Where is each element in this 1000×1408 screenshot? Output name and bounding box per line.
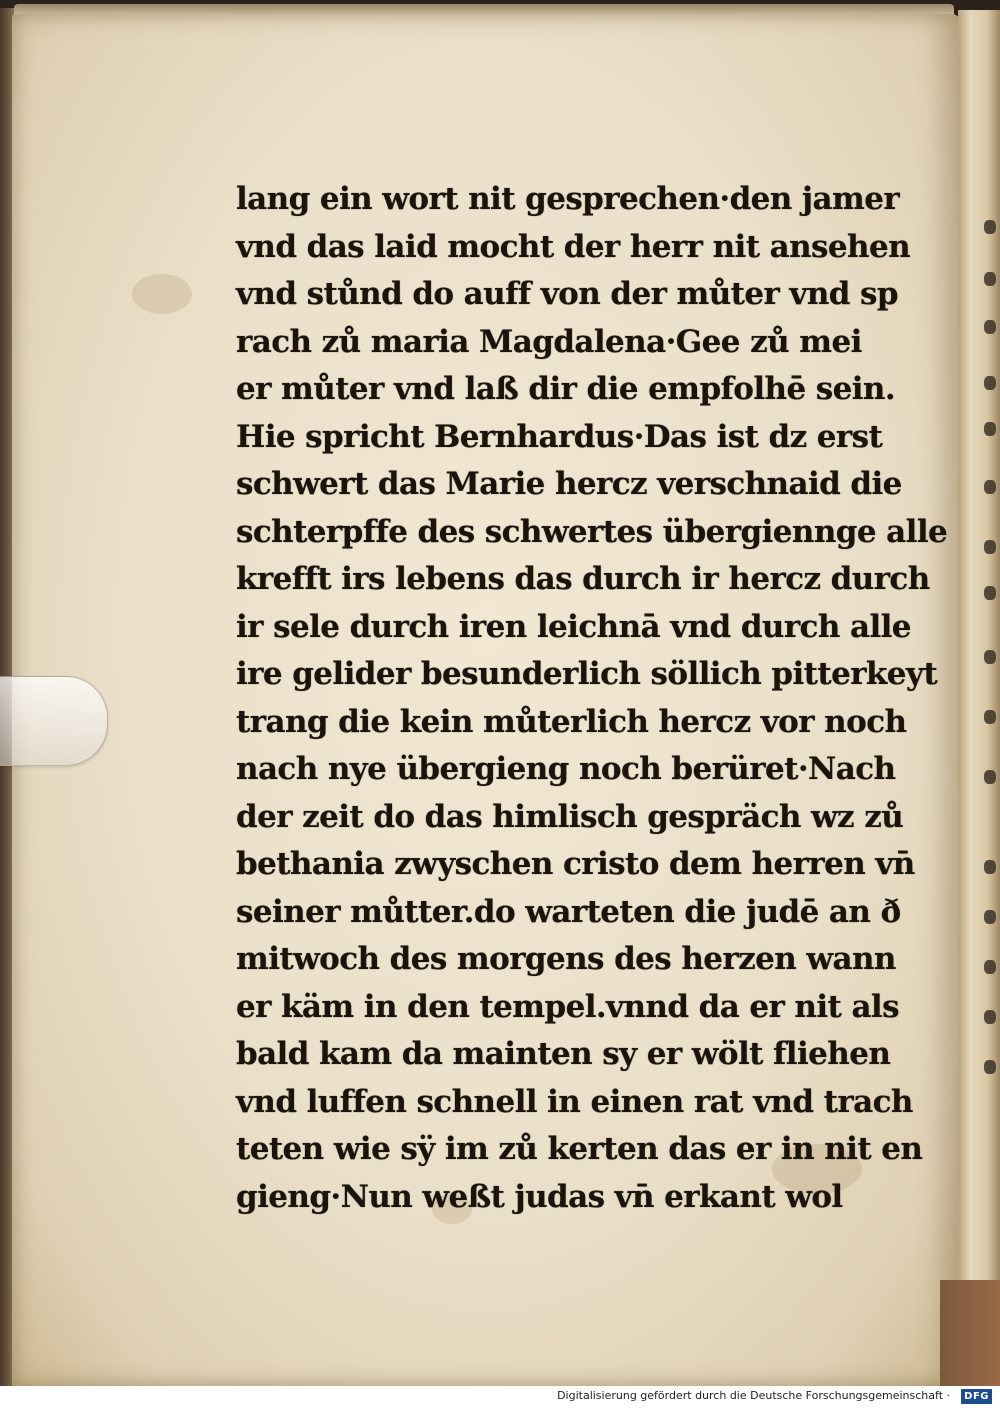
text-line: Hie spricht Bernhardus·Das ist dz erst [236,418,883,455]
text-line: ire gelider besunderlich söllich pitterkeyt [236,656,938,692]
text-line: nach nye übergieng noch berüret·Nach [236,751,896,787]
ink-bleed-mark [984,422,996,436]
text-line: gieng·Nun weßt judas vn̄ erkant wol [236,1178,843,1215]
text-line: er käm in den tempel.vnnd da er nit als [236,988,899,1025]
funding-credit: Digitalisierung gefördert durch die Deutsche Forschungsgemeinschaft · [557,1389,950,1402]
binding-edge [940,1280,1000,1386]
text-line: vnd stůnd do auff von der můter vnd sp [236,276,898,312]
text-line: schterpffe des schwertes übergiennge alle [236,513,948,550]
text-block [236,176,948,1221]
text-line: schwert das Marie hercz verschnaid die [236,466,902,502]
text-line: bethania zwyschen cristo dem herren vn̄ [236,846,915,882]
text-line: er můter vnd laß dir die empfolhē sein. [236,371,896,407]
ink-bleed-mark [984,860,996,874]
ink-bleed-mark [984,272,996,286]
text-line: lang ein wort nit gesprechen·den jamer [236,181,900,217]
text-line: seiner můtter.do warteten die judē an ð [236,893,901,930]
ink-bleed-mark [984,1010,996,1024]
text-line: teten wie sÿ im zů kerten das er in nit en [236,1131,923,1167]
ink-bleed-mark [984,770,996,784]
text-line: mitwoch des morgens des herzen wann [236,941,896,977]
ink-bleed-mark [984,220,996,234]
text-line: trang die kein můterlich hercz vor noch [236,703,907,740]
text-line: vnd das laid mocht der herr nit ansehen [236,228,911,265]
ink-bleed-mark [984,960,996,974]
ink-bleed-mark [984,650,996,664]
text-line: vnd luffen schnell in einen rat vnd trach [236,1083,913,1120]
ink-bleed-mark [984,540,996,554]
text-line: ir sele durch iren leichnā vnd durch alle [236,608,911,645]
ink-bleed-mark [984,376,996,390]
text-line: krefft irs lebens das durch ir hercz durch [236,561,930,597]
text-line: bald kam da mainten sy er wölt fliehen [236,1036,891,1072]
footer-bar [0,1386,1000,1408]
ink-bleed-mark [984,910,996,924]
ink-bleed-mark [984,1060,996,1074]
plastic-page-marker [0,676,108,766]
text-line: rach zů maria Magdalena·Gee zů mei [236,323,862,360]
ink-bleed-mark [984,586,996,600]
paper-stain [132,274,192,314]
text-line: der zeit do das himlisch gespräch wz zů [236,798,904,835]
book-page [12,14,960,1386]
dfg-logo: DFG [961,1389,992,1404]
next-page-edge [958,10,1000,1386]
ink-bleed-mark [984,320,996,334]
ink-bleed-mark [984,710,996,724]
ink-bleed-mark [984,480,996,494]
